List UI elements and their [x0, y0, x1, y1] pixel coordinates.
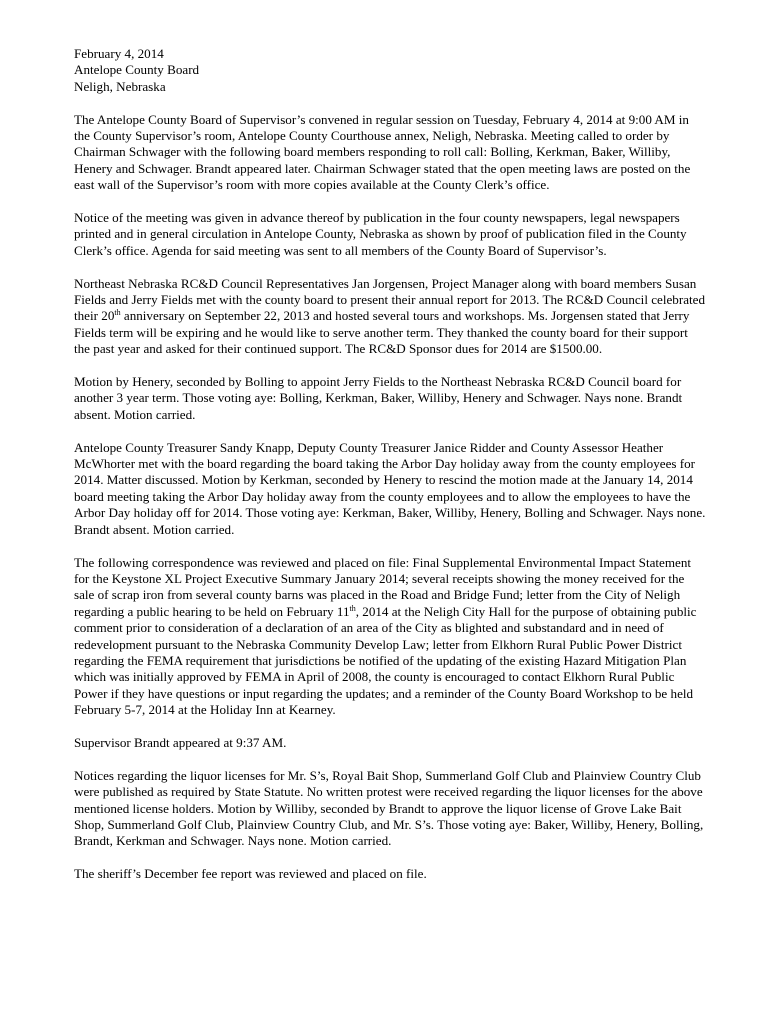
paragraph-correspondence: [74, 555, 706, 719]
document-page: [74, 46, 706, 899]
paragraph-motion-fields-appointment: Motion by Henery, seconded by Bolling to appoint Jerry Fields to the Northeast Nebraska RC&D Council board for another 3 year term. Those voting aye: Bolling, Kerkman, Baker, Williby, Henery and Schwager. Nays none. Brandt absent. Motion carried.: [74, 374, 683, 422]
meeting-date: February 4, 2014: [74, 46, 164, 61]
paragraph-liquor-licenses: Notices regarding the liquor licenses for Mr. S’s, Royal Bait Shop, Summerland Golf Club and Plainview Country Club were published as required by State Statute. No written protest were received regarding the liquor licenses for the above mentioned license holders. Motion by Williby, seconded by Brandt to approve the liquor license of Grove Lake Bait Shop, Summerland Golf Club, Plainview Country Club, and Mr. S’s. Those voting aye: Baker, Williby, Henery, Bolling, Brandt, Kerkman and Schwager. Nays none. Motion carried.: [74, 767, 704, 849]
paragraph-sheriff-report: The sheriff’s December fee report was reviewed and placed on file.: [74, 866, 427, 882]
paragraph-brandt-arrival: Supervisor Brandt appeared at 9:37 AM.: [74, 734, 287, 750]
paragraph-meeting-notice: Notice of the meeting was given in advance thereof by publication in the four county newspapers, legal newspapers printed and in general circulation in Antelope County, Nebraska as shown by proof of publication filed in the County Clerk’s office. Agenda for said meeting was sent to all members of the County Board of Supervisor’s.: [74, 210, 687, 258]
paragraph-arbor-day: Antelope County Treasurer Sandy Knapp, Deputy County Treasurer Janice Ridder and County Assessor Heather McWhorter met with the board regarding the board taking the Arbor Day holiday away from the county employees for 2014. Matter discussed. Motion by Kerkman, seconded by Henery to rescind the motion made at the January 14, 2014 board meeting taking the Arbor Day holiday away from the county employees and to allow the employees to have the Arbor Day holiday off for 2014. Those voting aye: Kerkman, Baker, Williby, Henery, Bolling and Schwager. Nays none. Brandt absent. Motion carried.: [74, 439, 706, 537]
ordinal-suffix: th: [114, 308, 121, 318]
paragraph-session-opening: The Antelope County Board of Supervisor’s convened in regular session on Tuesday, February 4, 2014 at 9:00 AM in the County Supervisor’s room, Antelope County Courthouse annex, Neligh, Nebraska. Meeting called to order by Chairman Schwager with the following board members responding to roll call: Bolling, Kerkman, Baker, Williby, Henery and Schwager. Brandt appeared later. Chairman Schwager stated that the open meeting laws are posted on the east wall of the Supervisor’s room with more copies available at the County Clerk’s office.: [74, 111, 691, 193]
paragraph-text: Northeast Nebraska RC&D Council Representatives Jan Jorgensen, Project Manager along with board members Susan Fields and Jerry Fields met with the county board to present their annual report for 2013. The RC&D Council celebrated their 20: [74, 275, 706, 324]
paragraph-text: The following correspondence was reviewed and placed on file: Final Supplemental Environmental Impact Statement for the Keystone XL Project Executive Summary January 2014; several receipts showing the money received for the sale of scrap iron from several county barns was placed in the Road and Bridge Fund; letter from the City of Neligh regarding a public hearing to be held on February 11: [74, 554, 692, 619]
meeting-location: Neligh, Nebraska: [74, 78, 166, 94]
ordinal-suffix: th: [349, 603, 356, 613]
document-header: [74, 46, 706, 95]
paragraph-rcd-council: [74, 276, 706, 358]
paragraph-text: anniversary on September 22, 2013 and hosted several tours and workshops. Ms. Jorgensen stated that Jerry Fields term will be expiring and he would like to serve another term. They thanked the county board for their support the past year and asked for their continued support. The RC&D Sponsor dues for 2014 are $1500.00.: [74, 308, 690, 357]
paragraph-text: , 2014 at the Neligh City Hall for the purpose of obtaining public comment prior to consideration of a declaration of an area of the City as blighted and substandard and in need of redevelopment pursuant to the Nebraska Community Develop Law; letter from Elkhorn Rural Public Power District regarding the FEMA requirement that jurisdictions be notified of the updating of the existing Hazard Mitigation Plan which was initially approved by FEMA in April of 2008, the county is encouraged to contact Elkhorn Rural Public Power if they have questions or input regarding the updates; and a reminder of the County Board Workshop to be held February 5-7, 2014 at the Holiday Inn at Kearney.: [74, 603, 697, 718]
board-name: Antelope County Board: [74, 62, 200, 78]
